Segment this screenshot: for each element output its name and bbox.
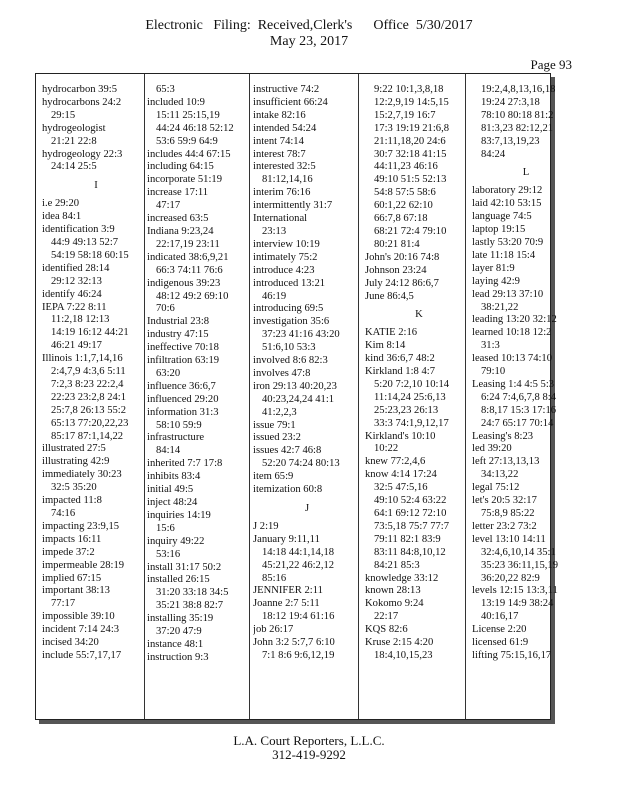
index-entry-continuation: 7:2,3 8:23 22:2,4: [51, 378, 124, 390]
index-entry-continuation: 54:8 57:5 58:6: [374, 187, 436, 199]
index-entry-continuation: 15:11 25:15,19: [156, 109, 220, 121]
index-entry: Kruse 2:15 4:20: [365, 637, 434, 649]
index-entry: inherited 7:7 17:8: [147, 458, 223, 470]
index-entry: lifting 75:15,16,17: [472, 649, 552, 661]
index-entry: July 24:12 86:6,7: [365, 277, 439, 289]
index-entry: including 64:15: [147, 161, 214, 173]
index-entry: License 2:20: [472, 624, 527, 636]
index-entry: inject 48:24: [147, 497, 198, 508]
index-entry-continuation: 84:21 85:3: [374, 559, 420, 571]
index-entry: issues 42:7 46:8: [253, 445, 322, 457]
index-entry-continuation: 25:7,8 26:13 55:2: [51, 404, 127, 416]
index-entry-continuation: 38:21,22: [481, 301, 519, 313]
index-entry: install 31:17 50:2: [147, 561, 222, 573]
index-entry: insufficient 66:24: [253, 96, 328, 108]
index-entry: January 9:11,11: [253, 533, 320, 545]
index-entry-continuation: 53:6 59:9 64:9: [156, 135, 218, 147]
index-letter-heading: I: [94, 180, 98, 192]
index-entry-continuation: 7:1 8:6 9:6,12,19: [262, 649, 335, 661]
index-entry-continuation: 8:8,17 15:3 17:16: [481, 404, 557, 416]
index-entry-continuation: 11:2,18 12:13: [51, 314, 110, 326]
index-entry: inquiry 49:22: [147, 535, 205, 547]
index-entry: issue 79:1: [253, 419, 296, 431]
index-entry: iron 29:13 40:20,23: [253, 380, 337, 392]
index-entry-continuation: 10:22: [374, 443, 399, 455]
index-entry: job 26:17: [253, 624, 294, 636]
index-entry-continuation: 52:20 74:24 80:13: [262, 458, 340, 470]
index-entry-continuation: 13:19 14:9 38:24: [481, 598, 554, 610]
index-entry-continuation: 18:12 19:4 61:16: [262, 611, 335, 623]
index-entry: letter 23:2 73:2: [472, 520, 537, 532]
index-entry: learned 10:18 12:2: [472, 327, 552, 339]
index-entry-continuation: 75:8,9 85:22: [481, 508, 535, 519]
index-entry: Kirkland's 10:10: [365, 430, 436, 442]
index-column-1: [42, 84, 150, 712]
index-entry-continuation: 24:14 25:5: [51, 161, 97, 173]
index-entry: included 10:9: [147, 96, 205, 108]
index-entry-continuation: 34:13,22: [481, 469, 519, 481]
index-entry-continuation: 48:12 49:2 69:10: [156, 290, 229, 302]
index-entry: idea 84:1: [42, 211, 82, 223]
index-entry-continuation: 81:12,14,16: [262, 174, 313, 186]
index-entry: interview 10:19: [253, 238, 320, 250]
index-entry-continuation: 32:5 35:20: [51, 482, 97, 494]
index-page: [35, 73, 559, 720]
court-reporter-phone: 312-419-9292: [272, 747, 346, 762]
index-entry: level 13:10 14:11: [472, 533, 546, 545]
index-entry: important 38:13: [42, 585, 110, 597]
index-entry: illustrated 27:5: [42, 443, 106, 455]
index-entry: information 31:3: [147, 406, 219, 418]
index-entry: installing 35:19: [147, 613, 214, 625]
index-entry-continuation: 58:10 59:9: [156, 419, 202, 431]
index-entry-continuation: 65:13 77:20,22,23: [51, 417, 129, 429]
index-entry: implied 67:15: [42, 572, 102, 584]
index-entry: licensed 61:9: [472, 637, 529, 649]
index-entry-continuation: 49:10 52:4 63:22: [374, 495, 447, 507]
index-entry-continuation: 49:10 51:5 52:13: [374, 174, 447, 186]
filing-header: [0, 18, 618, 50]
index-entry-continuation: 6:24 7:4,6,7,8 8:4: [481, 391, 557, 403]
index-entry: legal 75:12: [472, 482, 520, 494]
index-entry: intended 54:24: [253, 122, 317, 134]
index-entry: kind 36:6,7 48:2: [365, 353, 435, 365]
index-entry-continuation: 44:11,23 46:16: [374, 161, 438, 173]
index-entry-continuation: 25:23,23 26:13: [374, 404, 439, 416]
index-entry-continuation: 14:18 44:1,14,18: [262, 546, 335, 558]
index-entry: lead 29:13 37:10: [472, 288, 544, 300]
index-entry: influence 36:6,7: [147, 380, 216, 392]
index-entry: Industrial 23:8: [147, 316, 210, 328]
index-entry: includes 44:4 67:15: [147, 148, 231, 160]
index-entry-continuation: 18:4,10,15,23: [374, 649, 433, 661]
index-entry-continuation: 40:23,24,24 41:1: [262, 393, 335, 405]
index-entry-continuation: 65:3: [156, 84, 175, 95]
index-entry: introduce 4:23: [253, 264, 315, 276]
index-entry: Kokomo 9:24: [365, 598, 424, 610]
index-entry: hydrogeologist: [42, 122, 106, 134]
index-entry: instructive 74:2: [253, 84, 320, 95]
index-entry: infrastructure: [147, 432, 205, 444]
index-entry: impacting 23:9,15: [42, 520, 120, 532]
index-entry-continuation: 22:23 23:2,8 24:1: [51, 391, 127, 403]
index-entry: introduced 13:21: [253, 277, 326, 289]
index-entry-continuation: 5:20 7:2,10 10:14: [374, 378, 450, 390]
index-entry: impacts 16:11: [42, 533, 102, 545]
index-entry: led 39:20: [472, 443, 512, 455]
index-entry-continuation: 85:16: [262, 572, 287, 584]
index-letter-heading: J: [304, 503, 310, 514]
index-entry-continuation: 24:7 65:17 70:14: [481, 417, 554, 429]
index-entry: J 2:19: [253, 520, 279, 532]
index-entry: item 65:9: [253, 471, 294, 483]
index-entry: interested 32:5: [253, 161, 316, 173]
index-entry-continuation: 37:23 41:16 43:20: [262, 329, 340, 341]
deposition-date: May 23, 2017: [269, 34, 349, 49]
index-entry: increased 63:5: [147, 213, 209, 225]
column-divider: [249, 74, 250, 719]
index-entry: ineffective 70:18: [147, 342, 219, 354]
index-entry: impermeable 28:19: [42, 559, 125, 571]
index-entry-continuation: 15:2,7,19 16:7: [374, 109, 436, 121]
index-entry: Joanne 2:7 5:11: [253, 598, 320, 610]
index-entry: KQS 82:6: [365, 624, 408, 636]
index-entry-continuation: 63:20: [156, 367, 181, 379]
index-entry: involved 8:6 82:3: [253, 355, 328, 367]
index-entry: interest 78:7: [253, 148, 306, 160]
court-reporter-name: L.A. Court Reporters, L.L.C.: [233, 733, 385, 748]
index-entry-continuation: 35:23 36:11,15,19: [481, 559, 559, 571]
index-entry: identification 3:9: [42, 224, 115, 236]
index-entry: identify 46:24: [42, 288, 102, 300]
index-entry: indicated 38:6,9,21: [147, 251, 229, 263]
index-entry: hydrocarbon 39:5: [42, 84, 118, 95]
index-column-2: [147, 84, 255, 712]
index-entry: introducing 69:5: [253, 303, 324, 315]
index-entry-continuation: 66:7,8 67:18: [374, 213, 428, 225]
index-entry-continuation: 32:4,6,10,14 35:1: [481, 546, 556, 558]
index-entry-continuation: 51:6,10 53:3: [262, 342, 316, 354]
index-entry-continuation: 66:3 74:11 76:6: [156, 264, 223, 276]
index-entry: immediately 30:23: [42, 469, 122, 481]
index-entry-continuation: 22:17: [374, 611, 399, 623]
index-entry-continuation: 85:17 87:1,14,22: [51, 430, 124, 442]
footer: [0, 734, 618, 762]
index-entry-continuation: 64:1 69:12 72:10: [374, 508, 447, 519]
index-entry: Leasing's 8:23: [472, 430, 534, 442]
index-entry-continuation: 83:11 84:8,10,12: [374, 546, 446, 558]
index-entry: Illinois 1:1,7,14,16: [42, 353, 123, 365]
index-entry: illustrating 42:9: [42, 456, 110, 468]
index-entry-continuation: 70:6: [156, 303, 175, 315]
index-entry-continuation: 54:19 58:18 60:15: [51, 249, 129, 261]
index-entry: involves 47:8: [253, 367, 311, 379]
index-entry: KATIE 2:16: [365, 327, 418, 339]
index-entry-continuation: 31:20 33:18 34:5: [156, 587, 229, 599]
index-entry: identified 28:14: [42, 262, 110, 274]
column-divider: [144, 74, 145, 719]
index-entry: impede 37:2: [42, 546, 95, 558]
index-entry-continuation: 29:12 32:13: [51, 275, 102, 287]
index-column-5: [472, 84, 580, 712]
index-entry-continuation: 33:3 74:1,9,12,17: [374, 417, 449, 429]
index-entry: known 28:13: [365, 585, 421, 597]
index-entry: language 74:5: [472, 211, 532, 223]
index-entry: JENNIFER 2:11: [253, 585, 323, 597]
index-entry-continuation: 12:2,9,19 14:5,15: [374, 96, 449, 108]
index-entry-continuation: 46:19: [262, 290, 287, 302]
index-entry-continuation: 79:10: [481, 366, 506, 378]
index-entry-continuation: 15:6: [156, 522, 175, 534]
index-entry: inhibits 83:4: [147, 471, 201, 483]
index-entry-continuation: 53:16: [156, 548, 181, 560]
index-entry: include 55:7,17,17: [42, 649, 122, 661]
index-entry: lastly 53:20 70:9: [472, 236, 544, 248]
index-entry: leased 10:13 74:10: [472, 353, 553, 365]
index-entry-continuation: 30:7 32:18 41:15: [374, 148, 447, 160]
index-entry: leading 13:20 32:12: [472, 314, 557, 326]
index-entry-continuation: 37:20 47:9: [156, 626, 202, 638]
index-entry-continuation: 78:10 80:18 81:2: [481, 109, 554, 121]
index-entry-continuation: 77:17: [51, 598, 76, 610]
index-entry-continuation: 35:21 38:8 82:7: [156, 600, 224, 612]
index-entry: issued 23:2: [253, 432, 301, 444]
index-entry: layer 81:9: [472, 262, 515, 274]
index-entry: infiltration 63:19: [147, 355, 220, 367]
index-entry: investigation 35:6: [253, 316, 330, 328]
index-column-4: [365, 84, 473, 712]
index-entry: impacted 11:8: [42, 495, 102, 507]
index-letter-heading: K: [415, 309, 423, 321]
index-entry: Kirkland 1:8 4:7: [365, 366, 436, 378]
index-entry: instance 48:1: [147, 638, 204, 650]
index-entry-continuation: 2:4,7,9 4:3,6 5:11: [51, 366, 126, 378]
index-entry-continuation: 36:20,22 82:9: [481, 572, 540, 584]
index-entry-continuation: 74:16: [51, 508, 76, 519]
index-entry: installed 26:15: [147, 574, 210, 586]
index-entry: hydrocarbons 24:2: [42, 96, 122, 108]
index-entry: International: [253, 213, 308, 225]
index-entry-continuation: 21:21 22:8: [51, 135, 97, 147]
index-entry: knowledge 33:12: [365, 572, 439, 584]
index-entry-continuation: 81:3,23 82:12,21: [481, 122, 554, 134]
index-entry: impossible 39:10: [42, 611, 115, 623]
index-entry: intimately 75:2: [253, 251, 318, 263]
index-entry: initial 49:5: [147, 484, 194, 496]
index-entry-continuation: 31:3: [481, 340, 500, 352]
index-entry-continuation: 44:24 46:18 52:12: [156, 122, 234, 134]
index-letter-heading: L: [522, 167, 530, 179]
index-entry-continuation: 11:14,24 25:6,13: [374, 391, 446, 403]
column-divider: [358, 74, 359, 719]
index-entry: intermittently 31:7: [253, 200, 333, 212]
index-entry: itemization 60:8: [253, 484, 323, 496]
index-entry: intake 82:16: [253, 109, 306, 121]
index-entry-continuation: 21:11,18,20 24:6: [374, 135, 446, 147]
index-entry: incised 34:20: [42, 637, 99, 649]
index-column-3: [253, 84, 361, 712]
index-entry-continuation: 68:21 72:4 79:10: [374, 225, 447, 237]
index-entry: let's 20:5 32:17: [472, 495, 537, 507]
index-entry-continuation: 84:24: [481, 148, 506, 160]
index-entry: influenced 29:20: [147, 393, 219, 405]
index-entry: Johnson 23:24: [365, 264, 427, 276]
index-entry-continuation: 46:21 49:17: [51, 340, 102, 352]
index-entry: late 11:18 15:4: [472, 249, 536, 261]
index-entry: instruction 9:3: [147, 651, 209, 663]
index-entry-continuation: 29:15: [51, 109, 76, 121]
index-entry: laying 42:9: [472, 275, 520, 287]
index-entry: interim 76:16: [253, 187, 311, 199]
index-entry: Kim 8:14: [365, 340, 406, 352]
index-entry-continuation: 41:2,2,3: [262, 406, 297, 418]
index-entry: knew 77:2,4,6: [365, 456, 426, 468]
index-entry: laid 42:10 53:15: [472, 198, 542, 210]
index-entry-continuation: 73:5,18 75:7 77:7: [374, 520, 450, 532]
index-entry-continuation: 79:11 82:1 83:9: [374, 533, 441, 545]
index-entry-continuation: 19:24 27:3,18: [481, 96, 540, 108]
index-entry-continuation: 44:9 49:13 52:7: [51, 236, 119, 248]
index-entry: left 27:13,13,13: [472, 456, 540, 468]
index-entry-continuation: 45:21,22 46:2,12: [262, 559, 335, 571]
index-entry-continuation: 32:5 47:5,16: [374, 482, 428, 494]
index-entry: increase 17:11: [147, 187, 209, 199]
index-entry: hydrogeology 22:3: [42, 148, 123, 160]
index-entry: incident 7:14 24:3: [42, 624, 120, 636]
index-entry: laboratory 29:12: [472, 185, 543, 197]
index-entry: indigenous 39:23: [147, 277, 221, 289]
index-entry-continuation: 47:17: [156, 200, 181, 212]
index-entry: June 86:4,5: [365, 290, 414, 302]
index-entry: IEPA 7:22 8:11: [42, 301, 107, 313]
index-entry-continuation: 80:21 81:4: [374, 238, 420, 250]
index-entry-continuation: 14:19 16:12 44:21: [51, 327, 129, 339]
index-entry-continuation: 22:17,19 23:11: [156, 238, 220, 250]
index-entry-continuation: 83:7,13,19,23: [481, 135, 540, 147]
index-entry: Leasing 1:4 4:5 5:3: [472, 378, 555, 390]
index-entry: inquiries 14:19: [147, 509, 211, 521]
index-entry-continuation: 23:13: [262, 225, 287, 237]
index-entry: i.e 29:20: [42, 198, 80, 210]
index-entry-continuation: 84:14: [156, 445, 181, 457]
index-entry: know 4:14 17:24: [365, 469, 437, 481]
index-entry: John's 20:16 74:8: [365, 251, 440, 263]
index-entry: laptop 19:15: [472, 224, 526, 236]
index-entry-continuation: 9:22 10:1,3,8,18: [374, 84, 444, 95]
index-entry: incorporate 51:19: [147, 174, 223, 186]
index-entry: levels 12:15 13:3,11: [472, 585, 558, 597]
index-entry-continuation: 19:2,4,8,13,16,18: [481, 84, 556, 95]
page-number: Page 93: [530, 57, 572, 72]
index-entry-continuation: 40:16,17: [481, 611, 519, 623]
index-entry-continuation: 60:1,22 62:10: [374, 200, 433, 212]
index-entry: John 3:2 5:7,7 6:10: [253, 637, 335, 649]
index-entry: industry 47:15: [147, 329, 209, 341]
filing-stamp: Electronic Filing: Received,Clerk's Office 5/30/2017: [145, 18, 473, 33]
column-divider: [465, 74, 466, 719]
index-entry: intent 74:14: [253, 135, 304, 147]
index-entry-continuation: 17:3 19:19 21:6,8: [374, 122, 450, 134]
index-entry: Indiana 9:23,24: [147, 225, 214, 237]
